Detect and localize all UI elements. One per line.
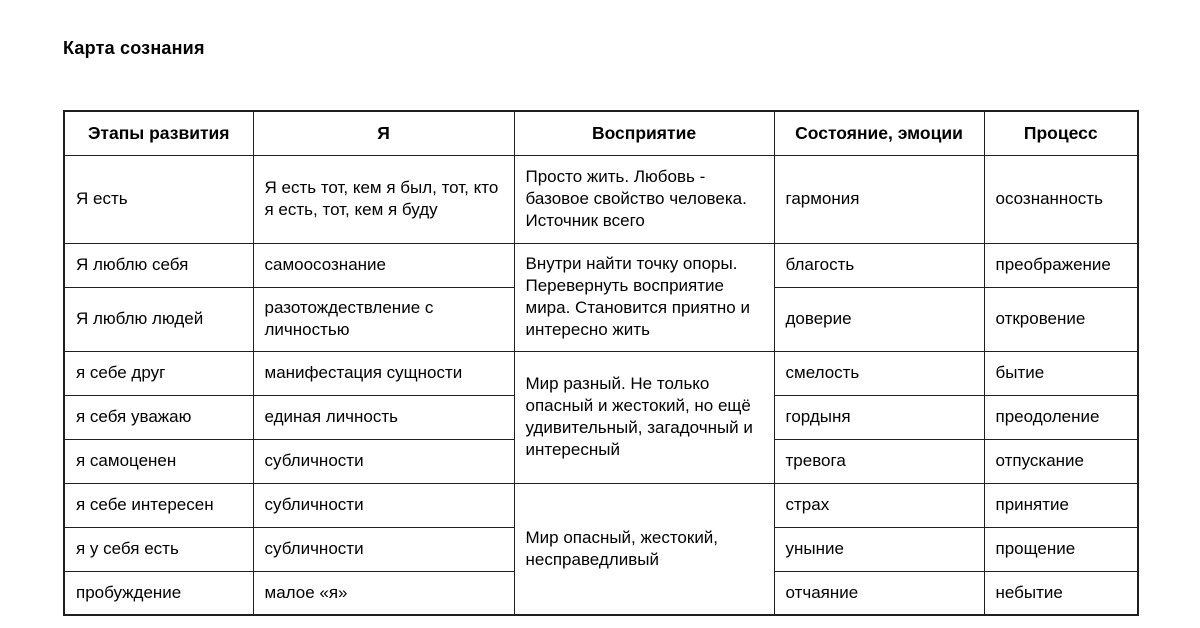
process-cell: принятие — [984, 483, 1138, 527]
header-row — [64, 111, 1138, 155]
self-cell: самоосознание — [253, 243, 514, 287]
emotion-cell: гордыня — [774, 395, 984, 439]
emotion-cell: уныние — [774, 527, 984, 571]
self-cell: субличности — [253, 483, 514, 527]
emotion-cell: доверие — [774, 287, 984, 351]
self-cell: Я есть тот, кем я был, тот, кто я есть, тот, кем я буду — [253, 155, 514, 243]
process-cell: прощение — [984, 527, 1138, 571]
emotion-cell: смелость — [774, 351, 984, 395]
self-cell: манифестация сущности — [253, 351, 514, 395]
stage-cell: я себя уважаю — [64, 395, 253, 439]
stage-cell: я себе интересен — [64, 483, 253, 527]
column-header-self: Я — [253, 111, 514, 155]
stage-cell: я у себя есть — [64, 527, 253, 571]
table-row — [64, 243, 1138, 287]
table-row — [64, 483, 1138, 527]
process-cell: откровение — [984, 287, 1138, 351]
table-row — [64, 155, 1138, 243]
column-header-process: Процесс — [984, 111, 1138, 155]
emotion-cell: отчаяние — [774, 571, 984, 615]
stage-cell: Я люблю себя — [64, 243, 253, 287]
process-cell: преодоление — [984, 395, 1138, 439]
process-cell: отпускание — [984, 439, 1138, 483]
column-header-stages: Этапы развития — [64, 111, 253, 155]
perception-cell: Мир опасный, жестокий, несправедливый — [514, 483, 774, 615]
stage-cell: я самоценен — [64, 439, 253, 483]
self-cell: малое «я» — [253, 571, 514, 615]
stage-cell: Я есть — [64, 155, 253, 243]
column-header-perception: Восприятие — [514, 111, 774, 155]
process-cell: бытие — [984, 351, 1138, 395]
table-header — [64, 111, 1138, 155]
perception-cell: Мир разный. Не только опасный и жестокий, но ещё удивительный, загадочный и интересный — [514, 351, 774, 483]
emotion-cell: гармония — [774, 155, 984, 243]
stage-cell: пробуждение — [64, 571, 253, 615]
table-body — [64, 155, 1138, 615]
process-cell: осознанность — [984, 155, 1138, 243]
self-cell: разотождествление с личностью — [253, 287, 514, 351]
table-row — [64, 351, 1138, 395]
emotion-cell: благость — [774, 243, 984, 287]
consciousness-map-table — [63, 110, 1139, 616]
stage-cell: я себе друг — [64, 351, 253, 395]
process-cell: небытие — [984, 571, 1138, 615]
self-cell: субличности — [253, 527, 514, 571]
emotion-cell: тревога — [774, 439, 984, 483]
perception-cell: Просто жить. Любовь - базовое свойство человека. Источник всего — [514, 155, 774, 243]
process-cell: преображение — [984, 243, 1138, 287]
column-header-emotion: Состояние, эмоции — [774, 111, 984, 155]
self-cell: субличности — [253, 439, 514, 483]
emotion-cell: страх — [774, 483, 984, 527]
stage-cell: Я люблю людей — [64, 287, 253, 351]
page-title: Карта сознания — [63, 38, 205, 58]
perception-cell: Внутри найти точку опоры. Перевернуть восприятие мира. Становится приятно и интересно жить — [514, 243, 774, 351]
self-cell: единая личность — [253, 395, 514, 439]
